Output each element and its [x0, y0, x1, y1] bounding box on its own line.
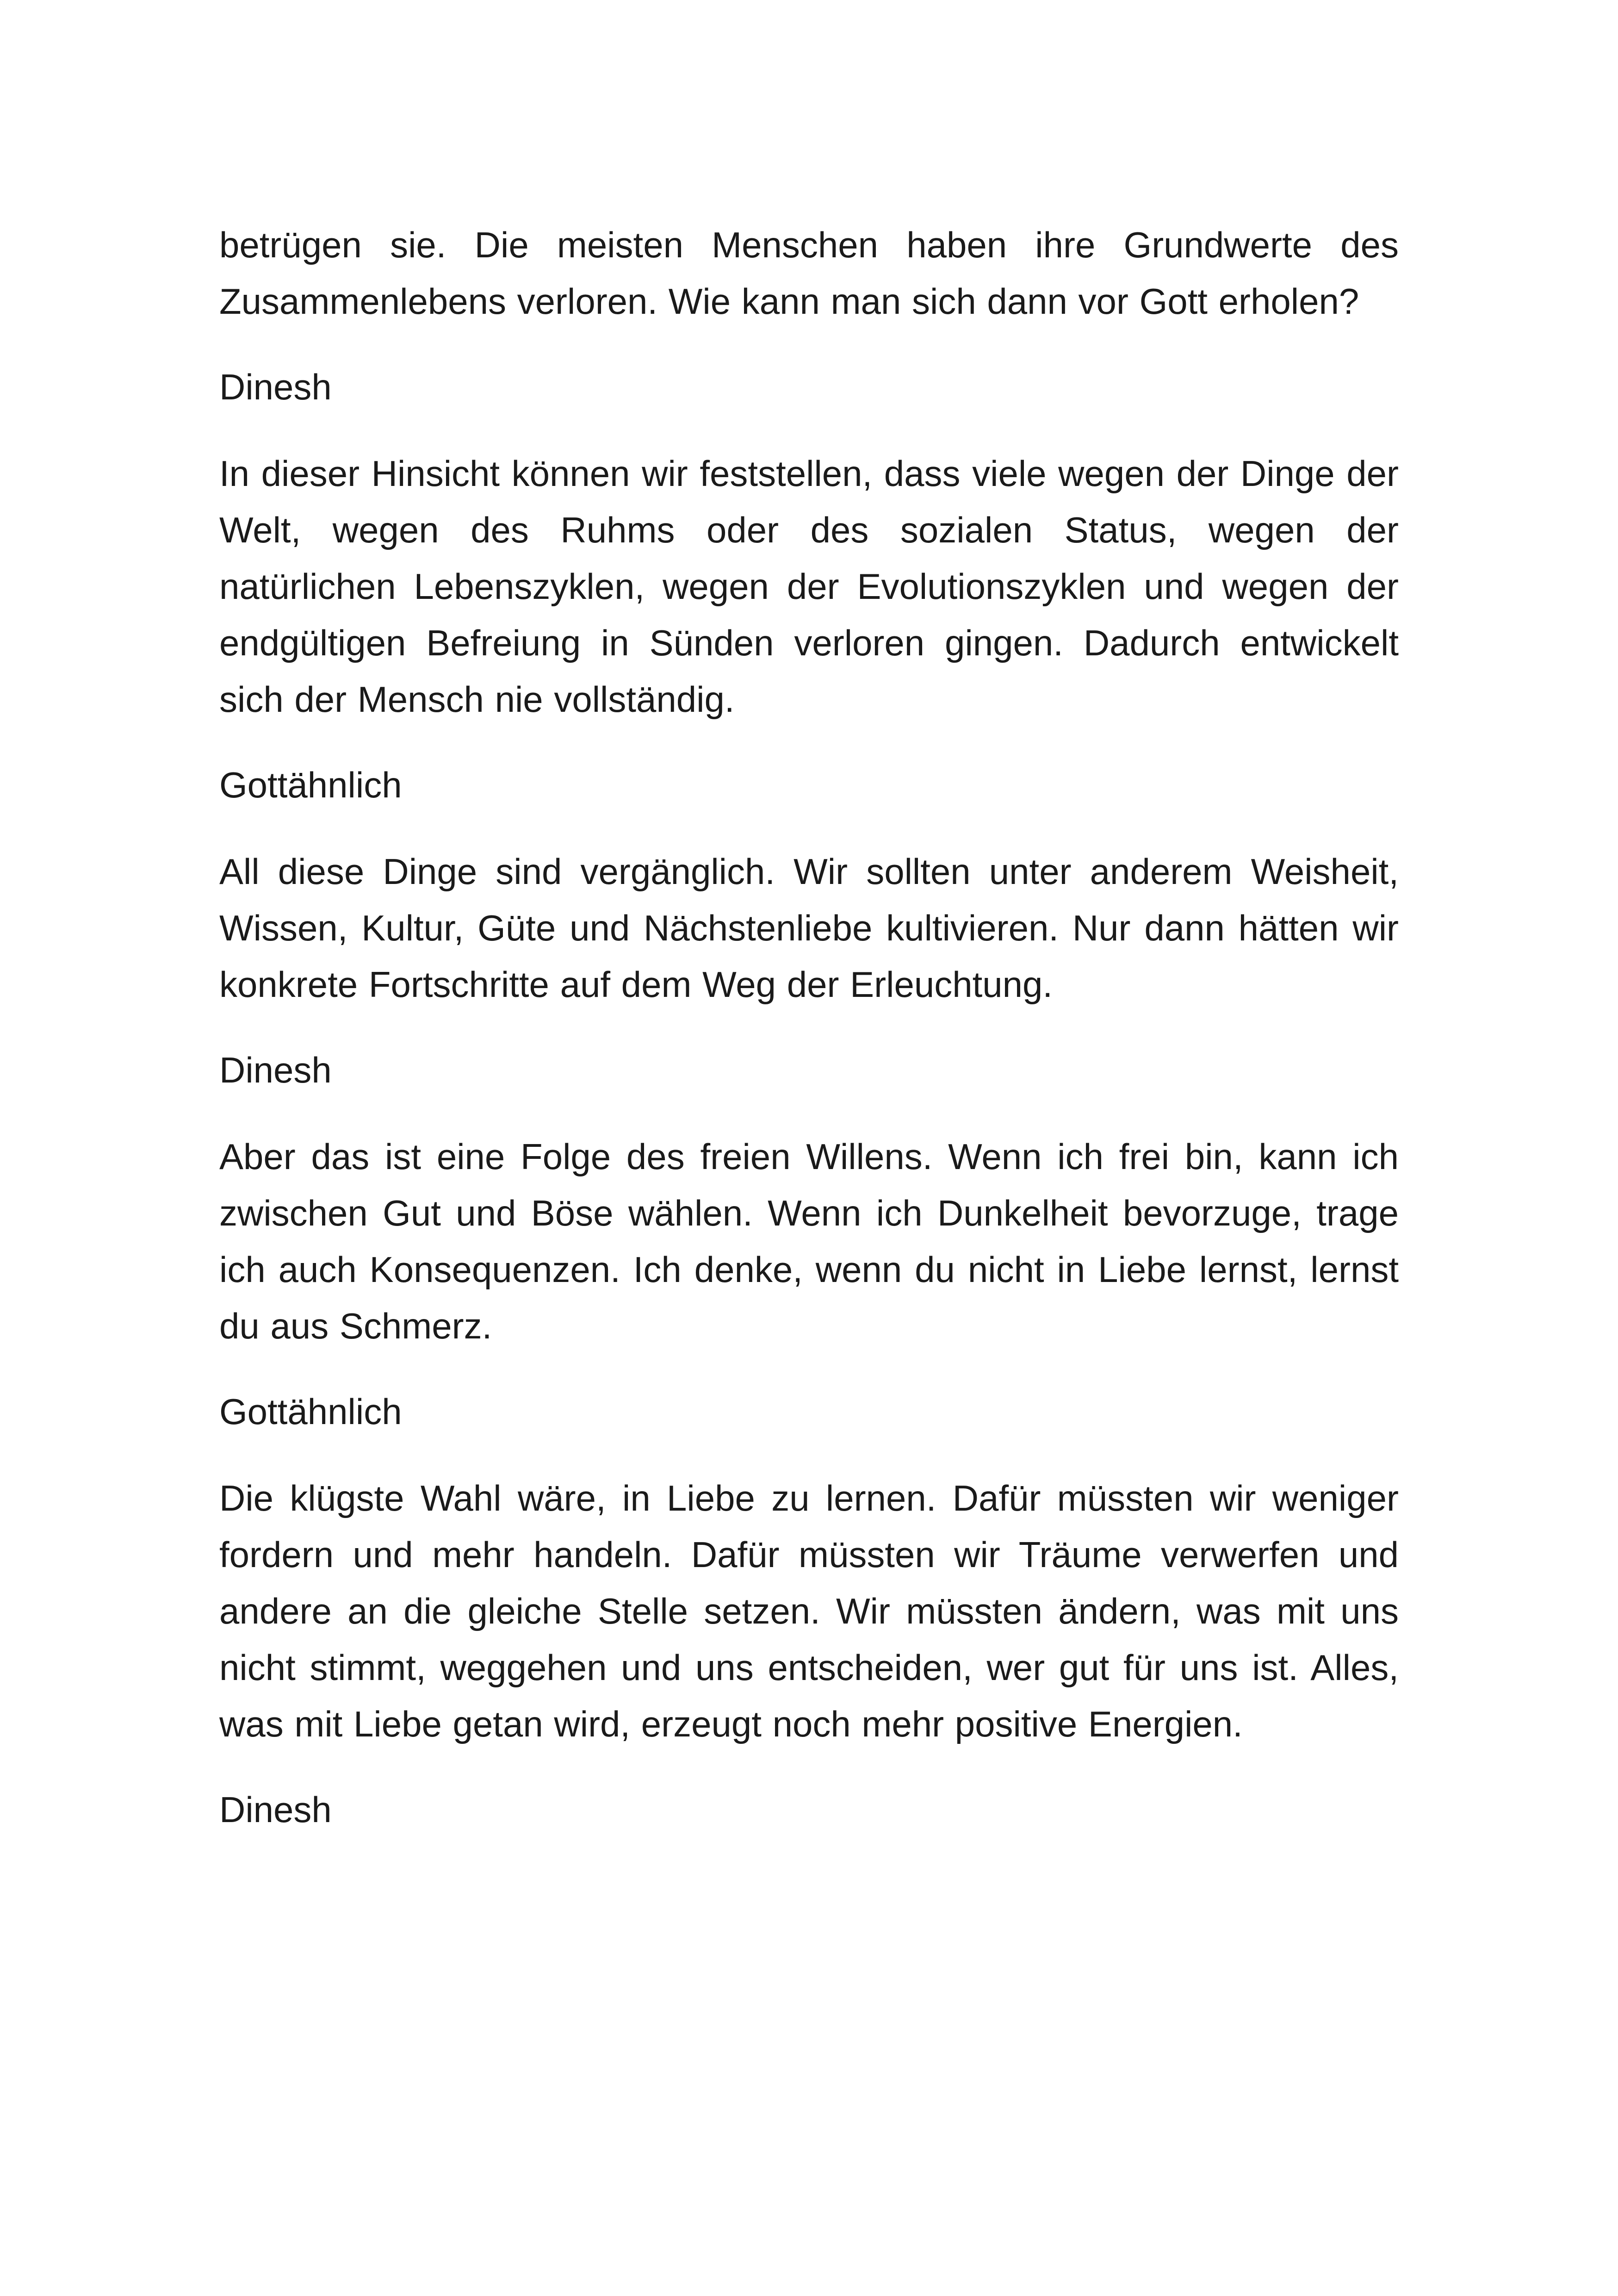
paragraph: Aber das ist eine Folge des freien Willens. Wenn ich frei bin, kann ich zwischen Gut und Böse wählen. Wenn ich Dunkelheit bevorzuge, trage ich auch Konsequenzen. Ich denke, wenn du nicht in Liebe lernst, lernst du aus Schmerz. [219, 1136, 1399, 1346]
speaker-name: Gottähnlich [219, 765, 402, 805]
paragraph: All diese Dinge sind vergänglich. Wir sollten unter anderem Weisheit, Wissen, Kultur, Güte und Nächstenliebe kultivieren. Nur dann hätten wir konkrete Fortschritte auf dem Weg der Erleuchtung. [219, 851, 1399, 1005]
speaker-name: Dinesh [219, 1050, 332, 1090]
paragraph: betrügen sie. Die meisten Menschen haben ihre Grundwerte des Zusammenlebens verloren. Wie kann man sich dann vor Gott erholen? [219, 224, 1399, 322]
paragraph: Die klügste Wahl wäre, in Liebe zu lernen. Dafür müssten wir weniger fordern und mehr handeln. Dafür müssten wir Träume verwerfen und andere an die gleiche Stelle setzen. Wir müssten ändern, was mit uns nicht stimmt, weggehen und uns entscheiden, wer gut für uns ist. Alles, was mit Liebe getan wird, erzeugt noch mehr positive Energien. [219, 1478, 1399, 1744]
paragraph: In dieser Hinsicht können wir feststellen, dass viele wegen der Dinge der Welt, wegen des Ruhms oder des sozialen Status, wegen der natürlichen Lebenszyklen, wegen der Evolutionszyklen und wegen der endgültigen Befreiung in Sünden verloren gingen. Dadurch entwickelt sich der Mensch nie vollständig. [219, 453, 1399, 720]
speaker-name: Dinesh [219, 367, 332, 407]
speaker-name: Gottähnlich [219, 1391, 402, 1432]
speaker-name: Dinesh [219, 1789, 332, 1830]
